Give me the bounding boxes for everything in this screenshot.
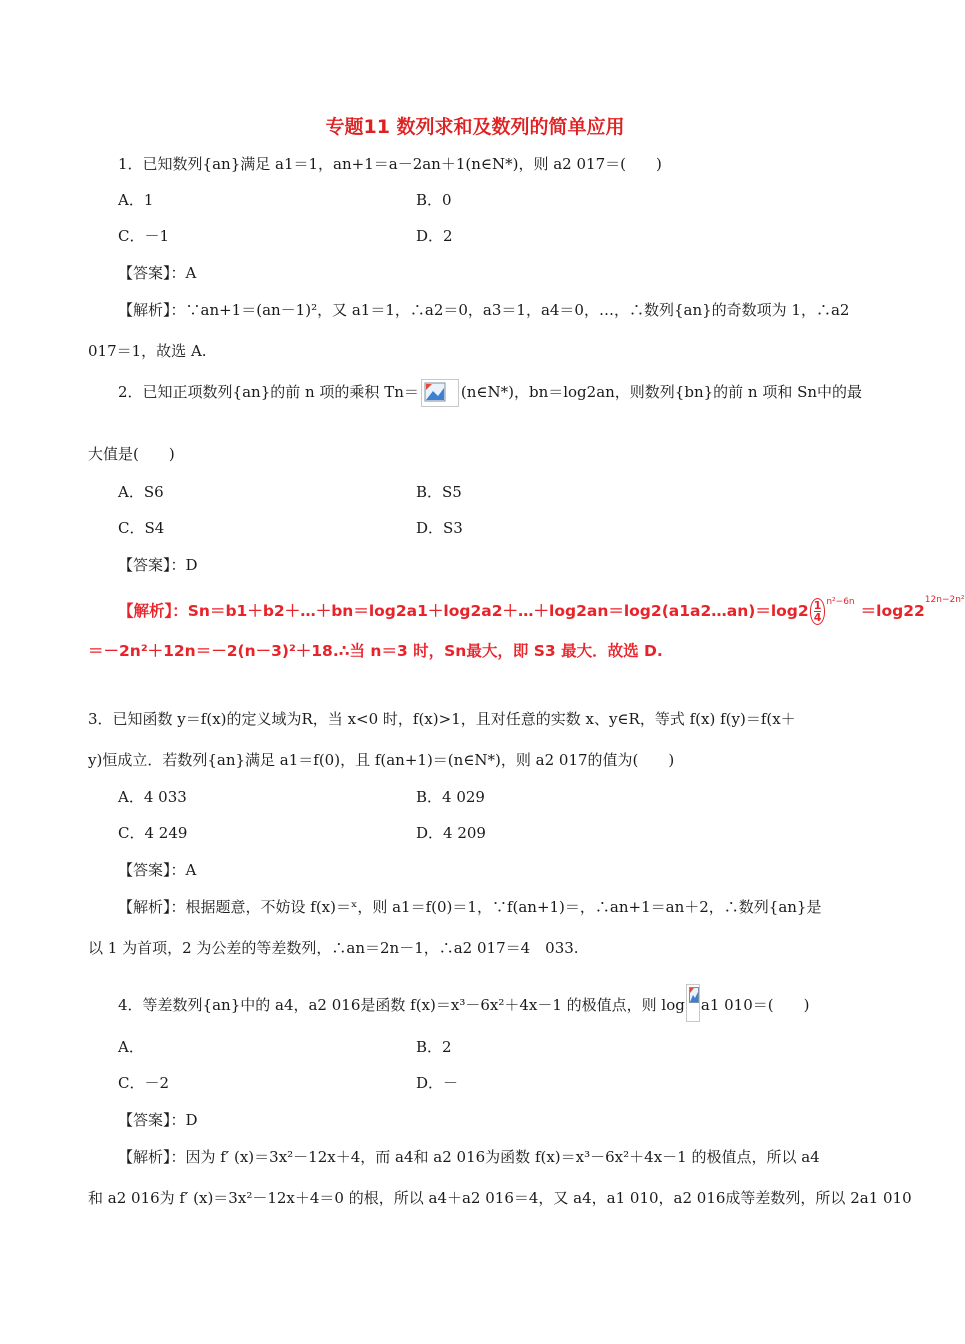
- q2-stem-post: (n∈N*)，bn＝log2an，则数列{bn}的前 n 项和 Sn中的最: [460, 383, 863, 401]
- q1-solution-line1: 【解析】：∵an+1＝(an－1)²，又 a1＝1，∴a2＝0，a3＝1，a4＝0，…，∴数列{an}的奇数项为 1，∴a2: [118, 301, 850, 319]
- q2-solution-pre: 【解析】：Sn＝b1＋b2＋…＋bn＝log2a1＋log2a2＋…＋log2an＝log2(a1a2…an)＝log2: [118, 602, 809, 620]
- q2-answer: 【答案】：D: [118, 556, 198, 574]
- q1-option-d: D．2: [416, 227, 453, 245]
- fraction-denominator: 4: [813, 611, 822, 624]
- q1-option-a: A．1: [118, 191, 154, 209]
- q2-solution-exponent-1: n²−6n: [826, 597, 855, 607]
- q3-option-b: B．4 029: [416, 788, 485, 806]
- q3-solution-line1: 【解析】：根据题意，不妨设 f(x)＝ˣ，则 a1＝f(0)＝1，∵f(an+1)＝，∴an+1＝an＋2，∴数列{an}是: [118, 898, 822, 916]
- q4-stem: [118, 984, 809, 1022]
- q4-option-a: A．: [118, 1038, 144, 1056]
- broken-image-icon: [686, 984, 700, 1022]
- q4-option-b: B．2: [416, 1038, 452, 1056]
- page-title: 专题11 数列求和及数列的简单应用: [325, 116, 625, 138]
- q4-stem-post: a1 010＝( ): [700, 996, 810, 1014]
- q3-option-d: D．4 209: [416, 824, 486, 842]
- q3-answer: 【答案】：A: [118, 861, 197, 879]
- q2-option-d: D．S3: [416, 519, 463, 537]
- q4-solution-line1: 【解析】：因为 f′ (x)＝3x²－12x＋4，而 a4和 a2 016为函数 f(x)＝x³－6x²＋4x－1 的极值点，所以 a4: [118, 1148, 820, 1166]
- q3-stem-line2: y)恒成立．若数列{an}满足 a1＝f(0)，且 f(an+1)＝(n∈N*)，则 a2 017的值为( ): [88, 751, 675, 769]
- q2-solution-mid: ＝log22: [860, 602, 925, 620]
- q3-option-c: C．4 249: [118, 824, 188, 842]
- q2-option-c: C．S4: [118, 519, 165, 537]
- fraction-numerator: 1: [813, 599, 822, 612]
- broken-image-icon: [421, 379, 459, 407]
- q3-option-a: A．4 033: [118, 788, 187, 806]
- q2-stem-line1: [118, 379, 862, 407]
- q1-answer: 【答案】：A: [118, 264, 197, 282]
- q4-solution-line2: 和 a2 016为 f′ (x)＝3x²－12x＋4＝0 的根，所以 a4＋a2 016＝4，又 a4，a1 010，a2 016成等差数列，所以 2a1 010: [88, 1189, 912, 1207]
- q2-solution-fraction: [810, 598, 826, 625]
- q2-solution-exponent-2: 12n−2n²: [924, 595, 965, 605]
- q1-option-c: C．－1: [118, 227, 170, 245]
- q2-option-b: B．S5: [416, 483, 462, 501]
- q3-solution-line2: 以 1 为首项，2 为公差的等差数列，∴an＝2n－1，∴a2 017＝4 033.: [88, 939, 579, 957]
- q1-option-b: B．0: [416, 191, 452, 209]
- q4-option-d: D．－: [416, 1074, 459, 1092]
- q4-option-c: C．－2: [118, 1074, 170, 1092]
- q2-stem-pre: 2．已知正项数列{an}的前 n 项的乘积 Tn＝: [118, 383, 419, 401]
- q2-option-a: A．S6: [118, 483, 164, 501]
- q2-solution-line2: ＝－2n²＋12n＝－2(n－3)²＋18.∴当 n＝3 时，Sn最大，即 S3 最大．故选 D.: [88, 642, 663, 660]
- q2-solution-line1: [118, 595, 965, 630]
- q1-stem: 1．已知数列{an}满足 a1＝1，an+1＝a－2an＋1(n∈N*)，则 a2 017＝( ): [118, 155, 662, 173]
- q1-solution-line2: 017＝1，故选 A.: [88, 342, 207, 360]
- q3-stem-line1: 3．已知函数 y＝f(x)的定义域为R，当 x<0 时，f(x)>1，且对任意的实数 x、y∈R，等式 f(x) f(y)＝f(x＋: [88, 710, 796, 728]
- q2-stem-line2: 大值是( ): [88, 445, 175, 463]
- q4-answer: 【答案】：D: [118, 1111, 198, 1129]
- q4-stem-pre: 4．等差数列{an}中的 a4，a2 016是函数 f(x)＝x³－6x²＋4x－1 的极值点，则 log: [118, 996, 685, 1014]
